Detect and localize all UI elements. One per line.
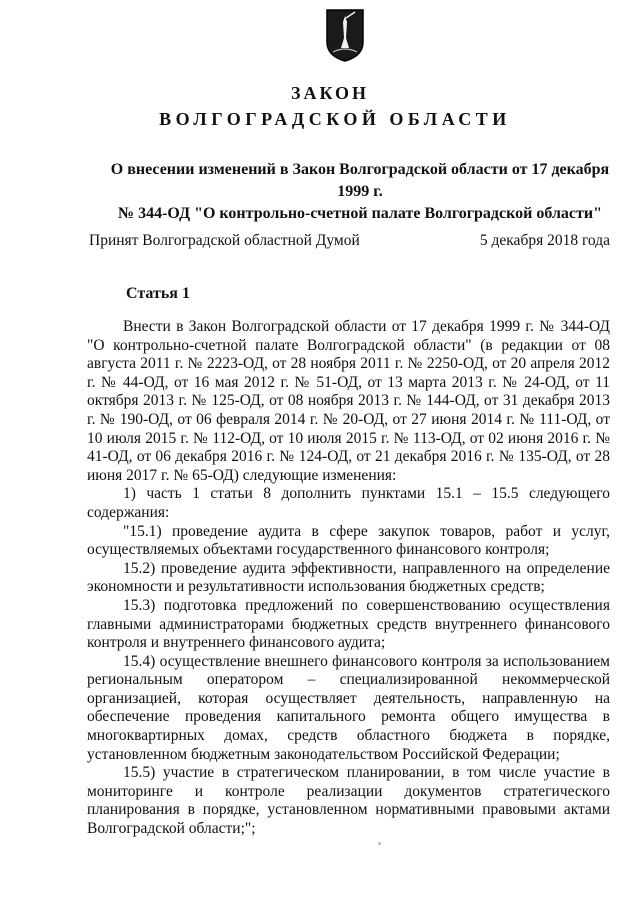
article-body (87, 318, 610, 839)
article-title: Статья 1 (126, 285, 190, 302)
point-15-3: 15.3) подготовка предложений по совершенствованию осуществления главными администраторами бюджетных средств внутреннего финансового контроля и внутреннего финансового аудита; (87, 596, 610, 652)
subject-line-2: № 344-ОД "О контрольно-счетной палате Волгоградской области" (118, 205, 602, 222)
point-15-2: 15.2) проведение аудита эффективности, направленного на определение экономности и результативности использования бюджетных средств; (87, 559, 610, 596)
accepted-by: Принят Волгоградской областной Думой (89, 232, 360, 249)
law-title: ЗАКОН (290, 83, 370, 103)
coat-of-arms-icon (325, 8, 365, 63)
point-15-5: 15.5) участие в стратегическом планировании, в том числе участие в мониторинге и контроле реализации документов стратегического планирования в порядке, установленном нормативными правовыми актами Волгоградской области;"; (87, 764, 610, 838)
point-15-1: "15.1) проведение аудита в сфере закупок товаров, работ и услуг, осуществляемых объектами государственного финансового контроля; (87, 522, 610, 559)
adoption-date: 5 декабря 2018 года (479, 232, 610, 249)
article-intro: Внести в Закон Волгоградской области от 17 декабря 1999 г. № 344-ОД "О контрольно-счетной палате Волгоградской области" (в редакции от 08 августа 2011 г. № 2223-ОД, от 28 ноября 2011 г. № 2250-ОД, от 20 апреля 2012 г. № 44-ОД, от 16 мая 2012 г. № 51-ОД, от 13 марта 2013 г. № 24-ОД, от 11 октября 2013 г. № 125-ОД, от 08 ноября 2013 г. № 144-ОД, от 31 декабря 2013 г. № 190-ОД, от 06 февраля 2014 г. № 20-ОД, от 27 июня 2014 г. № 111-ОД, от 10 июля 2015 г. № 112-ОД, от 10 июля 2015 г. № 113-ОД, от 02 июня 2016 г. № 41-ОД, от 06 декабря 2016 г. № 124-ОД, от 21 декабря 2016 г. № 135-ОД, от 28 июня 2017 г. № 65-ОД) следующие изменения: (87, 318, 610, 484)
region-title: ВОЛГОГРАДСКОЙ ОБЛАСТИ (159, 109, 511, 129)
subject-line-1: О внесении изменений в Закон Волгоградской области от 17 декабря 1999 г. (110, 161, 610, 200)
item-1: 1) часть 1 статьи 8 дополнить пунктами 15.1 – 15.5 следующего содержания: (87, 485, 610, 521)
point-15-4: 15.4) осуществление внешнего финансового контроля за использованием региональным оператором – специализированной некоммерческой организацией, которая осуществляет деятельность, направленную на обеспечение проведения капитального ремонта общего имущества в многоквартирных домах, средств областного бюджета в порядке, установленном бюджетным законодательством Российской Федерации; (87, 652, 610, 763)
scan-speck (378, 842, 381, 845)
document-subject (100, 159, 620, 225)
